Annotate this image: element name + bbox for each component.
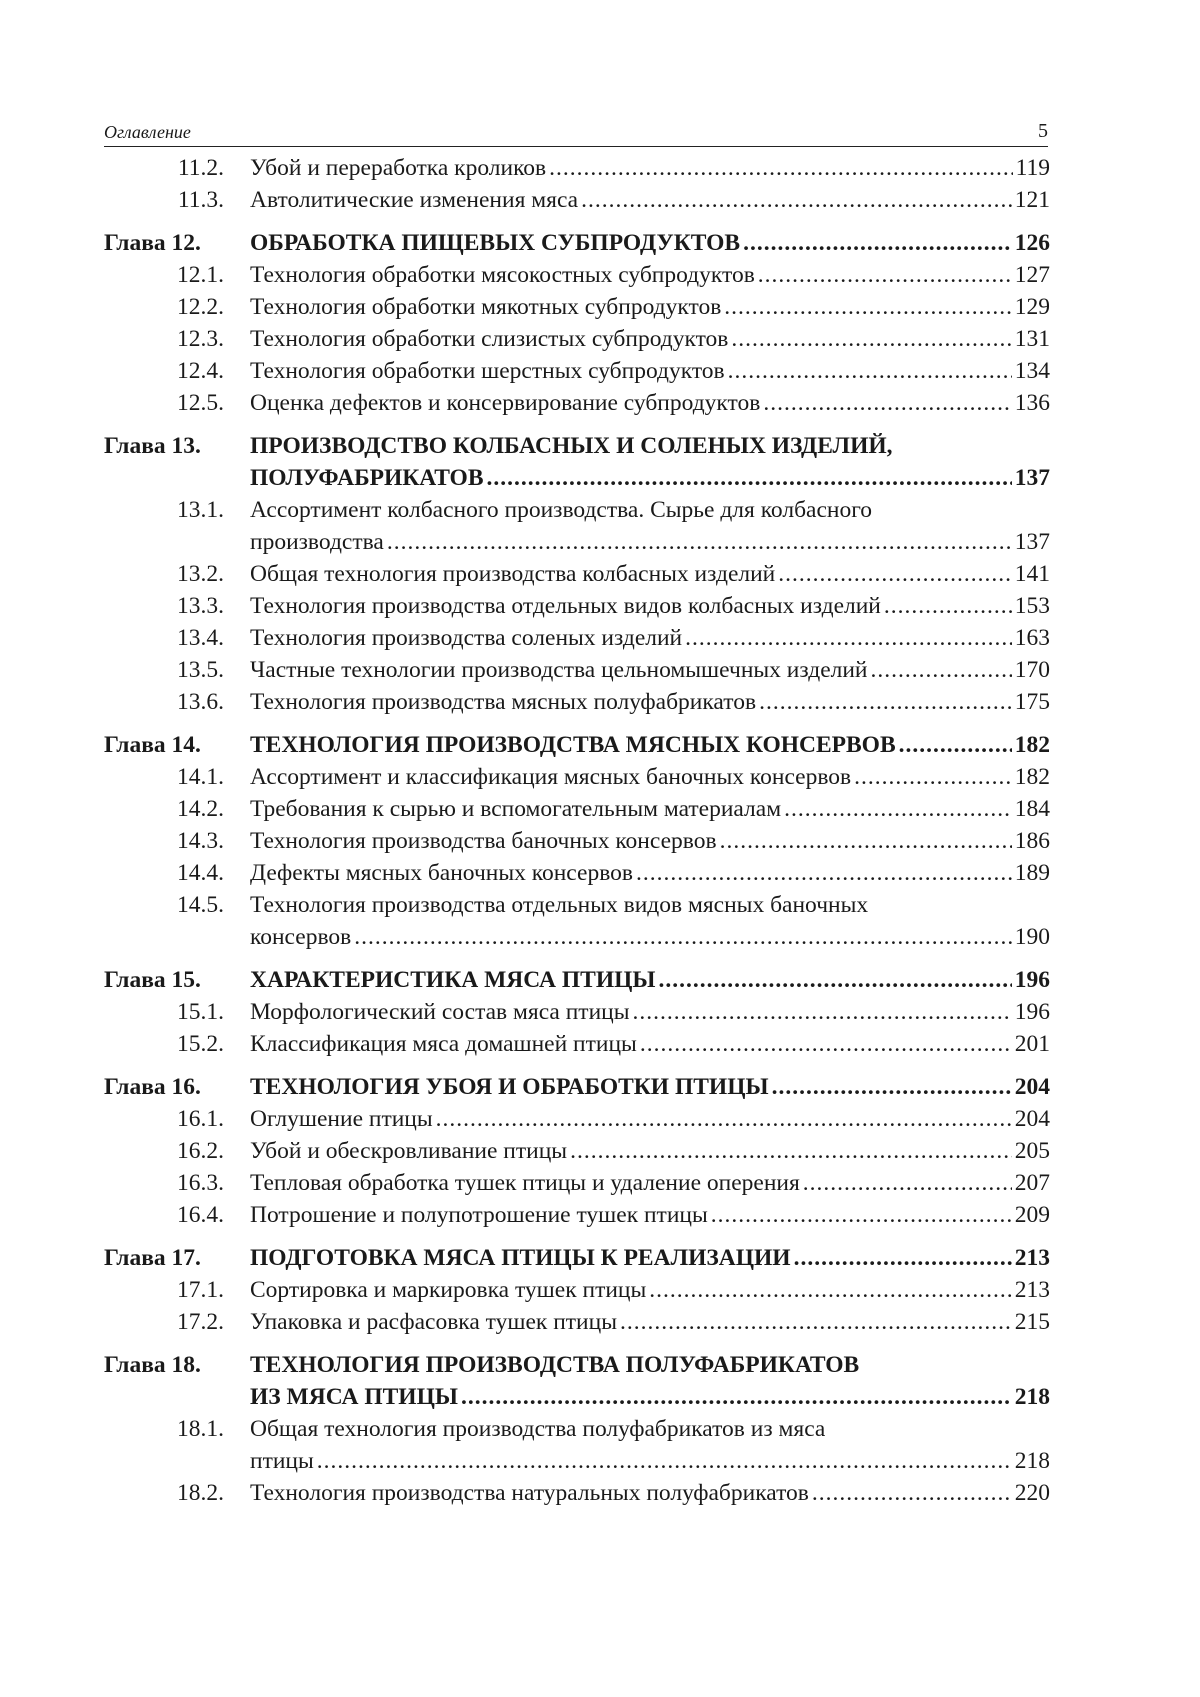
section-entry[interactable] — [104, 1135, 1050, 1167]
section-entry[interactable] — [104, 1103, 1050, 1135]
chapter-entry[interactable] — [104, 227, 1050, 259]
section-entry-page: 163 — [1015, 622, 1050, 654]
dot-leader — [899, 729, 1012, 761]
section-entry[interactable] — [104, 1413, 1050, 1445]
dot-leader — [759, 686, 1012, 718]
section-entry-title: Технология производства отдельных видов колбасных изделий — [250, 590, 881, 622]
section-number: 13.5. — [104, 654, 224, 686]
section-entry[interactable] — [104, 323, 1050, 355]
section-number: 18.2. — [104, 1477, 224, 1509]
section-number: 12.1. — [104, 259, 224, 291]
section-entry-title-line — [250, 996, 1050, 1028]
section-number: 11.2. — [104, 152, 224, 184]
section-entry-title-line — [250, 1306, 1050, 1338]
dot-leader — [461, 1381, 1012, 1413]
section-entry-title: Технология производства мясных полуфабрикатов — [250, 686, 756, 718]
section-entry-title: Технология обработки мякотных субпродуктов — [250, 291, 721, 323]
section-number: 15.2. — [104, 1028, 224, 1060]
section-entry-title: Технология обработки мясокостных субпродуктов — [250, 259, 755, 291]
dot-leader — [640, 1028, 1012, 1060]
section-entry-title-line — [250, 526, 1050, 558]
chapter-label: Глава 16. — [104, 1071, 201, 1103]
section-number: 16.1. — [104, 1103, 224, 1135]
chapter-entry[interactable] — [104, 1071, 1050, 1103]
section-entry[interactable] — [104, 152, 1050, 184]
dot-leader — [758, 259, 1012, 291]
dot-leader — [794, 1242, 1012, 1274]
dot-leader — [436, 1103, 1012, 1135]
section-entry-page: 129 — [1015, 291, 1050, 323]
section-entry-title: Технология производства баночных консервов — [250, 825, 717, 857]
section-entry[interactable] — [104, 558, 1050, 590]
dot-leader — [778, 558, 1011, 590]
chapter-entry-page: 218 — [1015, 1381, 1050, 1413]
section-number: 16.2. — [104, 1135, 224, 1167]
dot-leader — [636, 857, 1012, 889]
section-entry-title: Ассортимент и классификация мясных баночных консервов — [250, 761, 851, 793]
section-entry-title-line — [250, 184, 1050, 216]
section-entry-title: Частные технологии производства цельномышечных изделий — [250, 654, 868, 686]
section-entry[interactable] — [104, 996, 1050, 1028]
document-page — [0, 0, 1200, 1697]
section-entry[interactable] — [104, 291, 1050, 323]
section-entry[interactable] — [104, 1274, 1050, 1306]
section-entry-title: Морфологический состав мяса птицы — [250, 996, 630, 1028]
chapter-entry-title: ИЗ МЯСА ПТИЦЫ — [250, 1381, 458, 1413]
section-entry-page: 209 — [1015, 1199, 1050, 1231]
section-entry[interactable] — [104, 184, 1050, 216]
chapter-label: Глава 15. — [104, 964, 201, 996]
section-entry-page: 153 — [1015, 590, 1050, 622]
section-entry-page: 205 — [1015, 1135, 1050, 1167]
section-number: 14.5. — [104, 889, 224, 921]
page-number: 5 — [1038, 120, 1048, 143]
section-entry-title-line — [250, 889, 1050, 921]
section-number: 16.4. — [104, 1199, 224, 1231]
section-number: 13.1. — [104, 494, 224, 526]
section-entry-page: 184 — [1015, 793, 1050, 825]
dot-leader — [549, 152, 1012, 184]
section-number: 18.1. — [104, 1413, 224, 1445]
section-entry-title: производства — [250, 526, 384, 558]
section-number: 15.1. — [104, 996, 224, 1028]
chapter-label: Глава 17. — [104, 1242, 201, 1274]
dot-leader — [803, 1167, 1012, 1199]
section-entry-title-line — [250, 558, 1050, 590]
section-entry-title-line — [250, 857, 1050, 889]
chapter-entry[interactable] — [104, 1349, 1050, 1381]
section-entry-title: Автолитические изменения мяса — [250, 184, 578, 216]
section-entry-page: 175 — [1015, 686, 1050, 718]
chapter-entry-title: ПРОИЗВОДСТВО КОЛБАСНЫХ И СОЛЕНЫХ ИЗДЕЛИЙ, — [250, 430, 893, 462]
section-number: 12.2. — [104, 291, 224, 323]
dot-leader — [763, 387, 1011, 419]
section-number: 13.2. — [104, 558, 224, 590]
section-number: 12.5. — [104, 387, 224, 419]
dot-leader — [570, 1135, 1012, 1167]
section-entry-title: Технология производства натуральных полуфабрикатов — [250, 1477, 809, 1509]
section-entry[interactable] — [104, 1167, 1050, 1199]
chapter-entry[interactable] — [104, 729, 1050, 761]
section-number: 14.4. — [104, 857, 224, 889]
chapter-entry-title-line — [250, 1071, 1050, 1103]
section-entry-page: 213 — [1015, 1274, 1050, 1306]
section-entry-title-line — [250, 387, 1050, 419]
chapter-entry-title-line — [250, 1242, 1050, 1274]
section-entry-title: Ассортимент колбасного производства. Сырье для колбасного — [250, 494, 872, 526]
section-entry-page: 119 — [1016, 152, 1050, 184]
section-entry-page: 186 — [1015, 825, 1050, 857]
dot-leader — [581, 184, 1012, 216]
section-entry[interactable] — [104, 494, 1050, 526]
section-entry-title-line — [250, 654, 1050, 686]
chapter-entry-title: ТЕХНОЛОГИЯ ПРОИЗВОДСТВА МЯСНЫХ КОНСЕРВОВ — [250, 729, 896, 761]
chapter-entry-title: ТЕХНОЛОГИЯ УБОЯ И ОБРАБОТКИ ПТИЦЫ — [250, 1071, 769, 1103]
section-entry[interactable] — [104, 387, 1050, 419]
chapter-entry-title: ПОЛУФАБРИКАТОВ — [250, 462, 484, 494]
section-entry[interactable] — [104, 590, 1050, 622]
section-number: 16.3. — [104, 1167, 224, 1199]
chapter-label: Глава 18. — [104, 1349, 201, 1381]
chapter-entry-title-line — [250, 729, 1050, 761]
section-entry[interactable] — [104, 1477, 1050, 1509]
section-entry-title: Убой и обескровливание птицы — [250, 1135, 567, 1167]
chapter-entry-title: ТЕХНОЛОГИЯ ПРОИЗВОДСТВА ПОЛУФАБРИКАТОВ — [250, 1349, 859, 1381]
section-entry-title-line — [250, 622, 1050, 654]
dot-leader — [728, 355, 1012, 387]
dot-leader — [354, 921, 1012, 953]
section-entry-title: Технология обработки шерстных субпродуктов — [250, 355, 725, 387]
section-entry-title-line — [250, 355, 1050, 387]
section-entry-title-line — [250, 291, 1050, 323]
section-entry-page: 220 — [1015, 1477, 1050, 1509]
running-head-title: Оглавление — [104, 122, 191, 143]
section-entry-title-line — [250, 761, 1050, 793]
chapter-entry-title-line — [250, 1349, 1050, 1381]
section-entry-title-line — [250, 1274, 1050, 1306]
dot-leader — [658, 964, 1011, 996]
section-entry-title-line — [250, 1413, 1050, 1445]
section-entry-page: 137 — [1015, 526, 1050, 558]
section-entry-page: 201 — [1015, 1028, 1050, 1060]
section-entry-title: Общая технология производства колбасных изделий — [250, 558, 775, 590]
section-entry-title-line — [250, 590, 1050, 622]
section-entry-page: 196 — [1015, 996, 1050, 1028]
chapter-entry-title-line — [250, 462, 1050, 494]
section-entry[interactable] — [104, 686, 1050, 718]
section-entry-page: 141 — [1015, 558, 1050, 590]
section-entry-title-line — [250, 793, 1050, 825]
section-entry-page: 204 — [1015, 1103, 1050, 1135]
section-entry[interactable] — [104, 259, 1050, 291]
dot-leader — [784, 793, 1012, 825]
section-entry-title-line — [250, 1445, 1050, 1477]
section-entry[interactable] — [104, 1306, 1050, 1338]
section-entry-page: 131 — [1015, 323, 1050, 355]
section-entry-page: 182 — [1015, 761, 1050, 793]
section-entry-title: Классификация мяса домашней птицы — [250, 1028, 637, 1060]
section-entry-title: Потрошение и полупотрошение тушек птицы — [250, 1199, 708, 1231]
dot-leader — [620, 1306, 1012, 1338]
section-entry-title-line — [250, 259, 1050, 291]
section-number: 12.4. — [104, 355, 224, 387]
dot-leader — [724, 291, 1011, 323]
chapter-entry-title: ОБРАБОТКА ПИЩЕВЫХ СУБПРОДУКТОВ — [250, 227, 740, 259]
chapter-label: Глава 12. — [104, 227, 201, 259]
chapter-entry-page: 137 — [1015, 462, 1050, 494]
section-entry-title-line — [250, 1477, 1050, 1509]
section-entry[interactable] — [104, 825, 1050, 857]
section-entry-title-line — [250, 1028, 1050, 1060]
chapter-entry-title-line — [250, 964, 1050, 996]
chapter-entry[interactable] — [104, 1242, 1050, 1274]
section-entry-title-line — [250, 323, 1050, 355]
dot-leader — [812, 1477, 1012, 1509]
section-entry[interactable] — [104, 622, 1050, 654]
section-entry[interactable] — [104, 1199, 1050, 1231]
section-entry-page: 136 — [1015, 387, 1050, 419]
section-entry-title: Упаковка и расфасовка тушек птицы — [250, 1306, 617, 1338]
section-entry[interactable] — [104, 355, 1050, 387]
section-entry-page: 215 — [1015, 1306, 1050, 1338]
section-entry-title-line — [250, 825, 1050, 857]
section-entry-title: Оценка дефектов и консервирование субпродуктов — [250, 387, 760, 419]
dot-leader — [884, 590, 1012, 622]
section-entry-title: Сортировка и маркировка тушек птицы — [250, 1274, 646, 1306]
dot-leader — [487, 462, 1012, 494]
section-entry-page: 218 — [1015, 1445, 1050, 1477]
section-entry-page: 134 — [1015, 355, 1050, 387]
dot-leader — [731, 323, 1011, 355]
section-entry-page: 189 — [1015, 857, 1050, 889]
dot-leader — [711, 1199, 1012, 1231]
section-entry-title: Тепловая обработка тушек птицы и удаление оперения — [250, 1167, 800, 1199]
chapter-entry-page: 126 — [1015, 227, 1050, 259]
section-entry[interactable] — [104, 857, 1050, 889]
chapter-entry-continuation — [104, 462, 1050, 494]
chapter-entry-continuation — [104, 1381, 1050, 1413]
chapter-entry[interactable] — [104, 964, 1050, 996]
section-number: 17.1. — [104, 1274, 224, 1306]
section-number: 13.3. — [104, 590, 224, 622]
chapter-entry-title-line — [250, 430, 1050, 462]
section-number: 14.3. — [104, 825, 224, 857]
section-number: 17.2. — [104, 1306, 224, 1338]
section-entry-title-line — [250, 1103, 1050, 1135]
chapter-entry-title: ХАРАКТЕРИСТИКА МЯСА ПТИЦЫ — [250, 964, 655, 996]
section-entry-page: 190 — [1015, 921, 1050, 953]
section-number: 14.1. — [104, 761, 224, 793]
section-entry-title: Дефекты мясных баночных консервов — [250, 857, 633, 889]
chapter-entry[interactable] — [104, 430, 1050, 462]
section-entry-continuation — [104, 526, 1050, 558]
dot-leader — [685, 622, 1012, 654]
chapter-entry-page: 204 — [1015, 1071, 1050, 1103]
section-entry-page: 121 — [1015, 184, 1050, 216]
dot-leader — [387, 526, 1012, 558]
section-entry-title: Общая технология производства полуфабрикатов из мяса — [250, 1413, 825, 1445]
chapter-label: Глава 14. — [104, 729, 201, 761]
section-entry-page: 207 — [1015, 1167, 1050, 1199]
chapter-entry-page: 182 — [1015, 729, 1050, 761]
section-entry-title-line — [250, 686, 1050, 718]
section-entry[interactable] — [104, 654, 1050, 686]
section-entry[interactable] — [104, 889, 1050, 921]
section-entry-title: Технология производства отдельных видов мясных баночных — [250, 889, 868, 921]
chapter-entry-page: 213 — [1015, 1242, 1050, 1274]
section-entry-title-line — [250, 1167, 1050, 1199]
section-entry-title-line — [250, 152, 1050, 184]
section-entry-title-line — [250, 494, 1050, 526]
section-number: 13.4. — [104, 622, 224, 654]
dot-leader — [854, 761, 1012, 793]
section-entry-title: консервов — [250, 921, 351, 953]
section-entry-continuation — [104, 1445, 1050, 1477]
section-entry[interactable] — [104, 793, 1050, 825]
dot-leader — [743, 227, 1012, 259]
section-entry-continuation — [104, 921, 1050, 953]
section-entry-title: птицы — [250, 1445, 314, 1477]
chapter-entry-page: 196 — [1015, 964, 1050, 996]
section-entry-title: Требования к сырью и вспомогательным материалам — [250, 793, 781, 825]
section-entry-title-line — [250, 921, 1050, 953]
chapter-label: Глава 13. — [104, 430, 201, 462]
section-entry-page: 127 — [1015, 259, 1050, 291]
section-entry-title-line — [250, 1199, 1050, 1231]
table-of-contents — [104, 152, 1050, 1509]
section-entry-title: Оглушение птицы — [250, 1103, 433, 1135]
chapter-entry-title-line — [250, 1381, 1050, 1413]
dot-leader — [649, 1274, 1011, 1306]
section-number: 12.3. — [104, 323, 224, 355]
section-number: 14.2. — [104, 793, 224, 825]
section-entry-title-line — [250, 1135, 1050, 1167]
section-entry-title: Убой и переработка кроликов — [250, 152, 546, 184]
section-entry[interactable] — [104, 761, 1050, 793]
dot-leader — [871, 654, 1012, 686]
chapter-entry-title-line — [250, 227, 1050, 259]
dot-leader — [720, 825, 1012, 857]
section-entry-title: Технология производства соленых изделий — [250, 622, 682, 654]
running-head — [104, 118, 1048, 147]
dot-leader — [772, 1071, 1012, 1103]
chapter-entry-title: ПОДГОТОВКА МЯСА ПТИЦЫ К РЕАЛИЗАЦИИ — [250, 1242, 791, 1274]
dot-leader — [317, 1445, 1012, 1477]
dot-leader — [633, 996, 1012, 1028]
section-entry-page: 170 — [1015, 654, 1050, 686]
section-number: 11.3. — [104, 184, 224, 216]
section-entry-title: Технология обработки слизистых субпродуктов — [250, 323, 728, 355]
section-entry[interactable] — [104, 1028, 1050, 1060]
section-number: 13.6. — [104, 686, 224, 718]
